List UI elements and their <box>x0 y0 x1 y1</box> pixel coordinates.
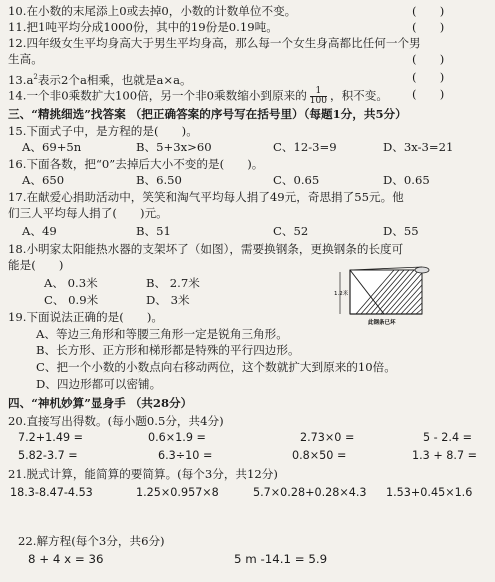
question-10 <box>8 4 487 19</box>
fraction <box>310 87 327 106</box>
calc-item[interactable]: 1.53+0.45×1.6 <box>386 486 473 499</box>
question-16 <box>8 157 487 172</box>
option-b[interactable]: B、51 <box>136 224 171 238</box>
option-b[interactable]: B、 2.7米 <box>146 276 200 290</box>
option-c[interactable]: C、12-3=9 <box>273 140 337 154</box>
question-12-text-2: 生高。 <box>8 52 43 66</box>
calc-item[interactable]: 7.2+1.49 = <box>18 431 84 444</box>
question-20 <box>8 414 487 429</box>
question-22-stem: 22.解方程(每个3分，共6分) <box>18 534 165 548</box>
question-21 <box>8 467 487 482</box>
question-16-stem: 16.下面各数，把“0”去掉后大小不变的是( )。 <box>8 157 264 171</box>
calc-item[interactable]: 6.3÷10 = <box>158 449 213 462</box>
option-c-text: C、把一个小数的小数点向右移动两位，这个数就扩大到原来的10倍。 <box>36 360 396 374</box>
calc-item[interactable]: 5.82-3.7 = <box>18 449 78 462</box>
question-19 <box>8 310 487 325</box>
answer-paren-10[interactable]: ( ) <box>412 4 445 18</box>
question-14-text-a: 14.一个非0乘数扩大100倍，另一个非0乘数缩小到原来的 <box>8 88 307 103</box>
question-15-stem: 15.下面式子中，是方程的是( )。 <box>8 124 198 138</box>
option-d[interactable]: D、0.65 <box>383 173 430 187</box>
height-label: 1.2米 <box>334 291 349 297</box>
broken-caption: 此钢条已坏 <box>368 320 396 326</box>
option-a[interactable]: A、69+5n <box>22 140 82 154</box>
calc-item[interactable]: 0.6×1.9 = <box>148 431 206 444</box>
question-19-option-d[interactable] <box>36 377 487 392</box>
question-12-text-1: 12.四年级女生平均身高大于男生平均身高，那么每一个女生身高都比任何一个男 <box>8 36 421 50</box>
section-4-heading <box>8 396 487 411</box>
question-20-stem: 20.直接写出得数。(每小题0.5分，共4分) <box>8 414 224 428</box>
answer-paren-11[interactable]: ( ) <box>412 20 445 34</box>
option-d[interactable]: D、 3米 <box>146 293 190 307</box>
equation-item[interactable]: 5 m -14.1 = 5.9 <box>234 552 328 566</box>
question-19-option-a[interactable] <box>36 327 487 342</box>
question-12-line2 <box>8 52 487 67</box>
question-13-text-a: 13.a <box>8 72 34 87</box>
question-17-line2 <box>8 206 487 221</box>
question-18-text-1: 18.小明家太阳能热水器的支架坏了（如图），需要换钢条，更换钢条的长度可 <box>8 242 404 256</box>
option-b-text: B、长方形、正方形和梯形都是特殊的平行四边形。 <box>36 343 300 357</box>
option-d[interactable]: D、55 <box>383 224 419 238</box>
question-21-stem: 21.脱式计算，能简算的要简算。(每个3分，共12分) <box>8 467 278 481</box>
calc-item[interactable]: 0.8×50 = <box>292 449 347 462</box>
option-a-text: A、等边三角形和等腰三角形一定是锐角三角形。 <box>36 327 288 341</box>
fraction-numerator: 1 <box>310 87 327 97</box>
question-14-text-b: ，积不变。 <box>329 88 388 103</box>
option-c[interactable]: C、0.65 <box>273 173 320 187</box>
exponent: 2 <box>33 73 38 81</box>
option-c[interactable]: C、52 <box>273 224 309 238</box>
option-b[interactable]: B、5+3x>60 <box>136 140 212 154</box>
option-a[interactable]: A、 0.3米 <box>44 276 98 290</box>
question-11-text: 11.把1吨平均分成1000份，其中的19份是0.19吨。 <box>8 20 278 34</box>
answer-paren-13[interactable]: ( ) <box>412 70 445 84</box>
question-17-line1 <box>8 190 487 205</box>
question-17-text-2: 们三人平均每人捐了( )元。 <box>8 206 168 220</box>
question-18-text-2: 能是( ) <box>8 258 64 272</box>
question-12-line1 <box>8 36 487 51</box>
heater-panel <box>350 270 422 314</box>
calc-item[interactable]: 2.73×0 = <box>300 431 355 444</box>
option-c[interactable]: C、 0.9米 <box>44 293 99 307</box>
calc-item[interactable]: 18.3-8.47-4.53 <box>10 486 93 499</box>
question-14 <box>8 87 487 106</box>
question-18-line1 <box>8 242 487 257</box>
option-a[interactable]: A、650 <box>22 173 65 187</box>
question-22 <box>18 534 487 549</box>
question-13-text-b: 表示2个a相乘，也就是a×a。 <box>37 72 192 87</box>
question-17-text-1: 17.在献爱心捐助活动中，笑笑和淘气平均每人捐了49元，奇思捐了55元。他 <box>8 190 404 204</box>
section-3-text: 三、“精挑细选”找答案 （把正确答案的序号写在括号里）（每题1分，共5分） <box>8 107 407 121</box>
equation-item[interactable]: 8 + 4 x = 36 <box>28 552 104 566</box>
section-4-text: 四、“神机妙算”显身手 （共28分） <box>8 396 193 410</box>
option-b[interactable]: B、6.50 <box>136 173 182 187</box>
question-19-stem: 19.下面说法正确的是( )。 <box>8 310 164 324</box>
question-19-option-c[interactable] <box>36 360 487 375</box>
question-19-option-b[interactable] <box>36 343 487 358</box>
fraction-denominator: 100 <box>309 96 327 106</box>
question-15 <box>8 124 487 139</box>
option-d[interactable]: D、3x-3=21 <box>383 140 454 154</box>
calc-item[interactable]: 1.3 + 8.7 = <box>412 449 478 462</box>
option-a[interactable]: A、49 <box>22 224 57 238</box>
option-d-text: D、四边形都可以密铺。 <box>36 377 162 391</box>
calc-item[interactable]: 1.25×0.957×8 <box>136 486 219 499</box>
section-3-heading <box>8 107 487 122</box>
calc-item[interactable]: 5.7×0.28+0.28×4.3 <box>253 486 367 499</box>
calc-item[interactable]: 5 - 2.4 = <box>423 431 472 444</box>
question-10-text: 10.在小数的末尾添上0或去掉0，小数的计数单位不变。 <box>8 4 297 18</box>
question-11 <box>8 20 487 35</box>
question-13 <box>8 70 487 88</box>
answer-paren-14[interactable]: ( ) <box>412 87 445 101</box>
answer-paren-12[interactable]: ( ) <box>412 52 445 66</box>
